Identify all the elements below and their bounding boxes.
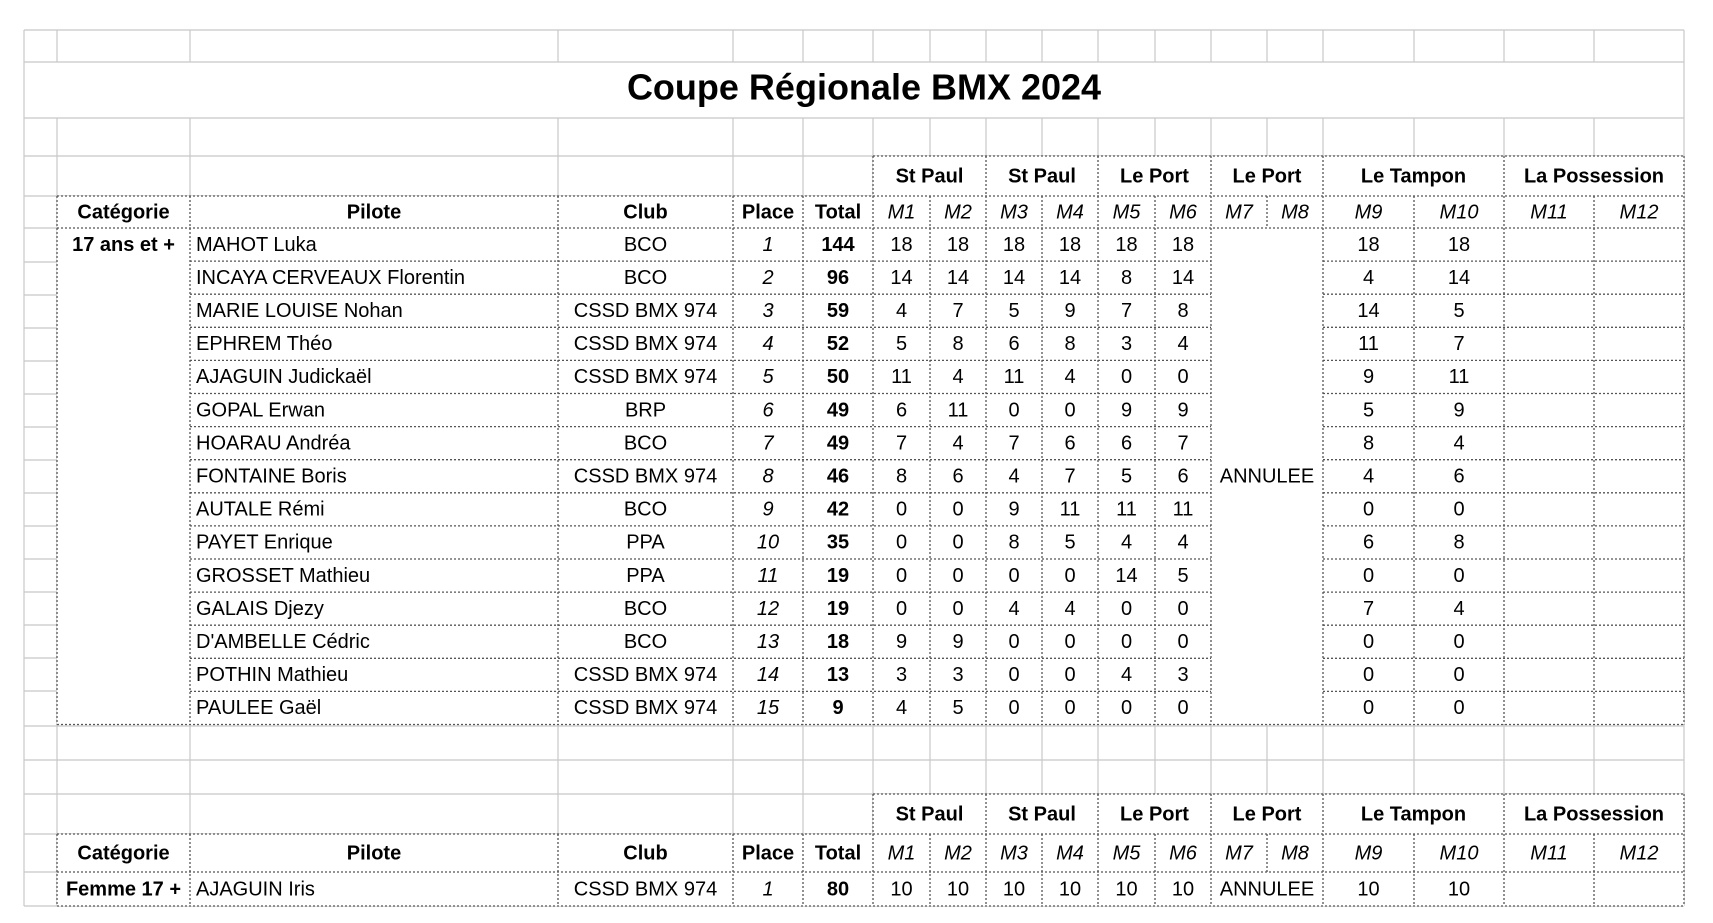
venue-label: Le Port — [1232, 803, 1302, 826]
score-value: 18 — [1447, 233, 1471, 256]
total-value: 19 — [826, 564, 850, 587]
club-name: CSSD BMX 974 — [573, 333, 718, 356]
header-manche: M4 — [1056, 201, 1084, 224]
header-categorie: Catégorie — [77, 201, 170, 224]
score-value: 4 — [1008, 597, 1020, 620]
score-value: 0 — [952, 597, 964, 620]
score-value: 0 — [1120, 366, 1133, 389]
score-value: 10 — [1357, 878, 1380, 901]
place-value: 5 — [762, 366, 774, 389]
score-value: 0 — [1362, 631, 1375, 654]
club-name: CSSD BMX 974 — [573, 465, 718, 488]
score-value: 8 — [1064, 333, 1076, 356]
score-value: 18 — [890, 233, 913, 256]
header-place: Place — [741, 201, 795, 224]
header-manche: M7 — [1225, 842, 1253, 865]
venue-label: Le Port — [1232, 165, 1302, 188]
score-value: 4 — [895, 300, 908, 323]
score-value: 0 — [1064, 664, 1076, 687]
category-label: Femme 17 + — [65, 878, 182, 901]
place-value: 13 — [756, 631, 780, 654]
header-manche: M8 — [1281, 201, 1309, 224]
score-value: 0 — [1120, 597, 1133, 620]
score-value: 0 — [952, 564, 964, 587]
place-value: 1 — [762, 878, 774, 901]
score-value: 18 — [1171, 233, 1195, 256]
score-value: 0 — [952, 498, 964, 521]
total-value: 19 — [826, 597, 850, 620]
score-value: 14 — [1447, 266, 1471, 289]
pilote-name: FONTAINE Boris — [196, 465, 347, 488]
club-name: PPA — [626, 564, 665, 587]
header-pilote: Pilote — [346, 201, 402, 224]
score-value: 0 — [1453, 498, 1465, 521]
club-name: BCO — [623, 597, 668, 620]
score-value: 4 — [1064, 366, 1076, 389]
score-value: 7 — [1008, 432, 1020, 455]
place-value: 15 — [756, 697, 780, 720]
total-value: 13 — [826, 664, 850, 687]
pilote-name: AJAGUIN Iris — [196, 878, 315, 901]
score-value: 10 — [1115, 878, 1138, 901]
header-manche: M2 — [944, 201, 972, 224]
header-manche: M6 — [1169, 201, 1197, 224]
score-value: 8 — [952, 333, 964, 356]
score-value: 14 — [1115, 564, 1138, 587]
score-value: 18 — [1115, 233, 1138, 256]
score-value: 5 — [1362, 399, 1375, 422]
score-value: 0 — [1362, 564, 1375, 587]
header-manche: M9 — [1354, 842, 1383, 865]
header-manche: M7 — [1225, 201, 1253, 224]
score-value: 0 — [1177, 366, 1189, 389]
header-manche: M5 — [1112, 201, 1141, 224]
score-value: 4 — [1453, 597, 1465, 620]
score-value: 7 — [1064, 465, 1076, 488]
total-value: 52 — [826, 333, 850, 356]
score-value: 4 — [1177, 531, 1189, 554]
venue-label: Le Tampon — [1360, 803, 1467, 826]
score-value: 4 — [1064, 597, 1076, 620]
score-value: 4 — [1362, 465, 1375, 488]
score-value: 7 — [1453, 333, 1465, 356]
score-value: 7 — [1362, 597, 1375, 620]
venue-label: St Paul — [1008, 803, 1076, 826]
score-value: 6 — [1064, 432, 1076, 455]
score-value: 8 — [1362, 432, 1375, 455]
pilote-name: PAULEE Gaël — [196, 697, 322, 720]
club-name: CSSD BMX 974 — [573, 300, 718, 323]
score-value: 0 — [895, 531, 908, 554]
score-value: 6 — [1177, 465, 1189, 488]
header-manche: M1 — [887, 842, 916, 865]
score-value: 11 — [1116, 498, 1137, 521]
score-value: 0 — [1177, 697, 1189, 720]
score-value: 9 — [1008, 498, 1020, 521]
header-manche: M10 — [1439, 842, 1479, 865]
score-value: 0 — [1177, 631, 1189, 654]
club-name: BRP — [624, 399, 667, 422]
header-manche: M3 — [1000, 842, 1028, 865]
score-value: 0 — [895, 564, 908, 587]
pilote-name: MARIE LOUISE Nohan — [196, 300, 403, 323]
score-value: 11 — [891, 366, 912, 389]
total-value: 46 — [826, 465, 850, 488]
pilote-name: D'AMBELLE Cédric — [196, 631, 370, 654]
score-value: 10 — [1447, 878, 1471, 901]
score-value: 0 — [1362, 697, 1375, 720]
total-value: 50 — [826, 366, 850, 389]
total-value: 49 — [826, 432, 850, 455]
score-value: 9 — [952, 631, 964, 654]
header-total: Total — [814, 201, 862, 224]
score-value: 0 — [1064, 564, 1076, 587]
score-value: 9 — [1177, 399, 1189, 422]
score-value: 4 — [1008, 465, 1020, 488]
club-name: CSSD BMX 974 — [573, 664, 718, 687]
score-value: 7 — [952, 300, 964, 323]
score-value: 14 — [1002, 266, 1026, 289]
header-place: Place — [741, 842, 795, 865]
club-name: BCO — [623, 631, 668, 654]
club-name: BCO — [623, 432, 668, 455]
pilote-name: INCAYA CERVEAUX Florentin — [196, 266, 465, 289]
score-value: 14 — [1357, 300, 1380, 323]
header-total: Total — [814, 842, 862, 865]
header-manche: M12 — [1619, 201, 1659, 224]
club-name: CSSD BMX 974 — [573, 697, 718, 720]
score-value: 5 — [1453, 300, 1465, 323]
score-value: 14 — [1058, 266, 1082, 289]
score-value: 0 — [1064, 631, 1076, 654]
place-value: 1 — [762, 233, 774, 256]
header-manche: M1 — [887, 201, 916, 224]
score-value: 0 — [895, 597, 908, 620]
header-categorie: Catégorie — [77, 842, 170, 865]
pilote-name: AJAGUIN Judickaël — [196, 366, 372, 389]
pilote-name: MAHOT Luka — [196, 233, 317, 256]
venue-label: La Possession — [1523, 803, 1665, 826]
score-value: 3 — [1177, 664, 1189, 687]
total-value: 80 — [826, 878, 850, 901]
score-value: 9 — [895, 631, 908, 654]
score-value: 7 — [895, 432, 908, 455]
score-value: 0 — [1120, 631, 1133, 654]
score-value: 7 — [1120, 300, 1133, 323]
venue-label: St Paul — [895, 803, 964, 826]
header-manche: M11 — [1530, 842, 1568, 865]
place-value: 10 — [756, 531, 780, 554]
score-value: 11 — [1172, 498, 1194, 521]
score-value: 0 — [1453, 564, 1465, 587]
header-manche: M3 — [1000, 201, 1028, 224]
score-value: 6 — [1453, 465, 1465, 488]
place-value: 7 — [762, 432, 774, 455]
score-value: 5 — [1177, 564, 1189, 587]
score-value: 9 — [1064, 300, 1076, 323]
venue-label: Le Port — [1120, 803, 1189, 826]
score-value: 10 — [946, 878, 970, 901]
score-value: 0 — [1120, 697, 1133, 720]
score-value: 11 — [947, 399, 969, 422]
score-value: 10 — [1002, 878, 1026, 901]
score-value: 18 — [1058, 233, 1082, 256]
score-value: 8 — [1453, 531, 1465, 554]
score-value: 10 — [890, 878, 913, 901]
pilote-name: GOPAL Erwan — [196, 399, 325, 422]
page-title: Coupe Régionale BMX 2024 — [626, 66, 1102, 108]
score-value: 3 — [895, 664, 908, 687]
score-value: 0 — [1177, 597, 1189, 620]
score-value: 0 — [1453, 664, 1465, 687]
venue-label: Le Tampon — [1360, 165, 1467, 188]
venue-label: St Paul — [895, 165, 964, 188]
pilote-name: GROSSET Mathieu — [196, 564, 371, 587]
score-value: 0 — [1453, 697, 1465, 720]
place-value: 4 — [762, 333, 774, 356]
score-value: 0 — [1008, 664, 1020, 687]
club-name: PPA — [626, 531, 665, 554]
place-value: 9 — [762, 498, 774, 521]
score-value: 11 — [1003, 366, 1025, 389]
score-value: 18 — [1002, 233, 1026, 256]
pilote-name: GALAIS Djezy — [196, 597, 324, 620]
score-value: 4 — [1453, 432, 1465, 455]
score-value: 4 — [952, 432, 964, 455]
score-value: 0 — [1064, 697, 1076, 720]
score-value: 6 — [1008, 333, 1020, 356]
header-club: Club — [623, 201, 668, 224]
score-value: 5 — [1008, 300, 1020, 323]
score-value: 11 — [1059, 498, 1081, 521]
pilote-name: HOARAU Andréa — [196, 432, 351, 455]
header-manche: M12 — [1619, 842, 1659, 865]
score-value: 4 — [895, 697, 908, 720]
pilote-name: EPHREM Théo — [196, 333, 333, 356]
header-manche: M8 — [1281, 842, 1309, 865]
score-value: 6 — [952, 465, 964, 488]
score-value: 18 — [946, 233, 970, 256]
club-name: BCO — [623, 498, 668, 521]
score-value: 4 — [1120, 531, 1133, 554]
place-value: 11 — [757, 564, 779, 587]
place-value: 6 — [762, 399, 774, 422]
cancelled-label: ANNULEE — [1219, 878, 1315, 901]
total-value: 42 — [826, 498, 850, 521]
header-manche: M11 — [1530, 201, 1568, 224]
header-pilote: Pilote — [346, 842, 402, 865]
cancelled-label: ANNULEE — [1219, 465, 1315, 488]
score-value: 14 — [1171, 266, 1195, 289]
place-value: 14 — [756, 664, 780, 687]
score-value: 4 — [1177, 333, 1189, 356]
score-value: 0 — [1008, 631, 1020, 654]
header-manche: M6 — [1169, 842, 1197, 865]
total-value: 9 — [832, 697, 844, 720]
total-value: 49 — [826, 399, 850, 422]
score-value: 5 — [1120, 465, 1133, 488]
score-value: 4 — [1120, 664, 1133, 687]
place-value: 2 — [762, 266, 774, 289]
pilote-name: AUTALE Rémi — [196, 498, 325, 521]
score-value: 10 — [1171, 878, 1195, 901]
score-value: 18 — [1357, 233, 1380, 256]
score-value: 11 — [1358, 333, 1379, 356]
score-value: 5 — [895, 333, 908, 356]
club-name: BCO — [623, 266, 668, 289]
venue-label: La Possession — [1523, 165, 1665, 188]
total-value: 59 — [826, 300, 850, 323]
score-value: 14 — [890, 266, 913, 289]
score-value: 7 — [1177, 432, 1189, 455]
score-value: 3 — [1120, 333, 1133, 356]
place-value: 3 — [762, 300, 774, 323]
venue-label: Le Port — [1120, 165, 1189, 188]
score-value: 8 — [1008, 531, 1020, 554]
score-value: 0 — [952, 531, 964, 554]
score-value: 9 — [1120, 399, 1133, 422]
place-value: 8 — [762, 465, 774, 488]
score-value: 9 — [1362, 366, 1375, 389]
score-value: 0 — [1362, 664, 1375, 687]
score-value: 8 — [895, 465, 908, 488]
total-value: 18 — [826, 631, 850, 654]
score-value: 5 — [952, 697, 964, 720]
header-club: Club — [623, 842, 668, 865]
score-value: 0 — [1064, 399, 1076, 422]
club-name: CSSD BMX 974 — [573, 366, 718, 389]
score-value: 0 — [1453, 631, 1465, 654]
score-value: 10 — [1058, 878, 1082, 901]
score-value: 11 — [1448, 366, 1470, 389]
total-value: 35 — [826, 531, 850, 554]
score-value: 6 — [1362, 531, 1375, 554]
pilote-name: POTHIN Mathieu — [196, 664, 349, 687]
header-manche: M9 — [1354, 201, 1383, 224]
score-value: 5 — [1064, 531, 1076, 554]
score-value: 8 — [1177, 300, 1189, 323]
venue-label: St Paul — [1008, 165, 1076, 188]
category-label: 17 ans et + — [72, 233, 175, 256]
header-manche: M4 — [1056, 842, 1084, 865]
club-name: BCO — [623, 233, 668, 256]
total-value: 144 — [821, 233, 855, 256]
score-value: 6 — [895, 399, 908, 422]
score-value: 0 — [1008, 564, 1020, 587]
score-value: 4 — [1362, 266, 1375, 289]
header-manche: M2 — [944, 842, 972, 865]
score-value: 6 — [1120, 432, 1133, 455]
total-value: 96 — [826, 266, 850, 289]
score-value: 0 — [1008, 697, 1020, 720]
header-manche: M5 — [1112, 842, 1141, 865]
place-value: 12 — [756, 597, 780, 620]
club-name: CSSD BMX 974 — [573, 878, 718, 901]
score-value: 3 — [952, 664, 964, 687]
header-manche: M10 — [1439, 201, 1479, 224]
score-value: 0 — [1362, 498, 1375, 521]
score-value: 0 — [895, 498, 908, 521]
score-value: 8 — [1120, 266, 1133, 289]
score-value: 0 — [1008, 399, 1020, 422]
score-value: 4 — [952, 366, 964, 389]
score-value: 9 — [1453, 399, 1465, 422]
score-value: 14 — [946, 266, 970, 289]
pilote-name: PAYET Enrique — [196, 531, 333, 554]
